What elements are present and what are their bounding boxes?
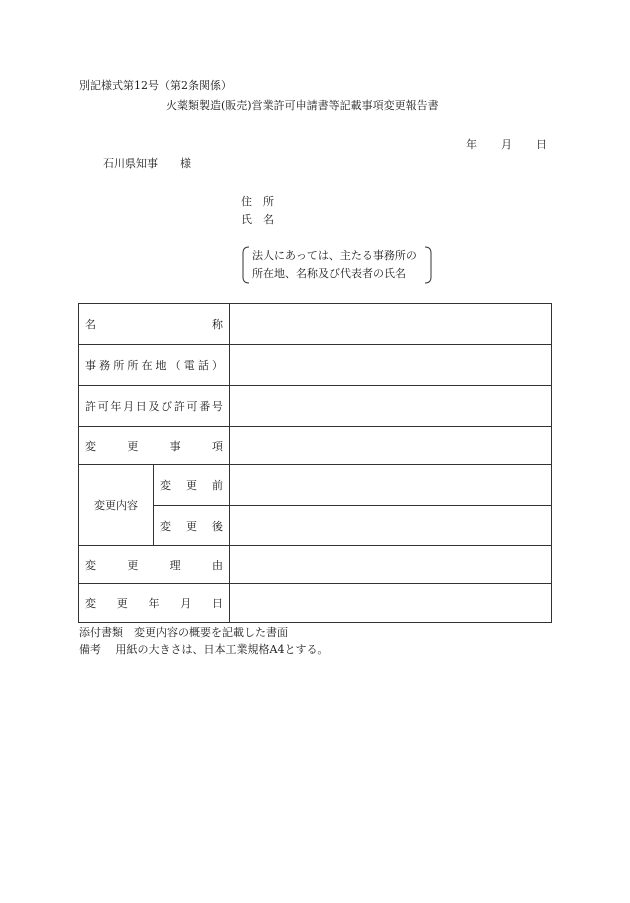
row-permit	[79, 386, 552, 427]
label-char: 許	[173, 400, 185, 413]
label-char: 事	[169, 439, 181, 453]
label-char: 許	[85, 400, 96, 413]
label-char: 年	[148, 597, 160, 610]
label-change-after	[154, 506, 230, 546]
label-char: 話	[197, 359, 209, 372]
field-change-reason[interactable]	[230, 546, 552, 584]
label-char: 号	[211, 400, 223, 413]
label-char: 番	[199, 400, 211, 413]
field-change-after[interactable]	[230, 506, 552, 546]
row-name	[79, 304, 552, 345]
field-change-date[interactable]	[230, 584, 552, 623]
field-permit-date-number[interactable]	[230, 386, 552, 427]
label-office-address	[79, 345, 230, 386]
label-char: 更	[186, 479, 197, 492]
label-char: 日	[135, 400, 147, 413]
label-char: 年	[110, 400, 122, 413]
label-permit-date-number	[79, 386, 230, 427]
label-change-before	[154, 465, 230, 506]
label-char: 務	[99, 359, 111, 372]
form-number: 別記様式第12号（第2条関係）	[79, 79, 232, 92]
corporate-note	[240, 245, 434, 285]
label-char: 可	[97, 400, 109, 413]
label-name	[79, 304, 230, 345]
label-char: 更	[116, 597, 128, 610]
label-char: ）	[211, 359, 223, 372]
label-char: 地	[155, 359, 167, 372]
field-name[interactable]	[230, 304, 552, 345]
field-change-item[interactable]	[230, 427, 552, 465]
label-char: 所	[113, 359, 125, 372]
addressee: 石川県知事 様	[103, 157, 191, 170]
label-char: 所	[127, 359, 139, 372]
label-char: 変	[160, 519, 171, 533]
label-char: 事	[85, 359, 96, 372]
label-char: 日	[212, 597, 223, 610]
date-year-label: 年	[466, 138, 477, 151]
name-label: 氏 名	[241, 213, 274, 226]
report-form-table	[78, 303, 552, 623]
label-char: 名	[85, 318, 96, 331]
label-char: 変	[85, 558, 96, 572]
label-char: 後	[212, 519, 223, 533]
corp-note-line2: 所在地、名称及び代表者の氏名	[252, 267, 406, 280]
label-char: 在	[141, 359, 153, 372]
label-char: 項	[211, 439, 223, 453]
label-char: 変	[160, 479, 171, 492]
corp-note-line1: 法人にあっては、主たる事務所の	[252, 249, 417, 262]
field-change-before[interactable]	[230, 465, 552, 506]
label-char: 変	[85, 597, 96, 610]
label-char: 更	[127, 439, 139, 453]
label-char: び	[161, 400, 173, 413]
label-char: 月	[123, 400, 135, 413]
label-char: 由	[211, 558, 223, 572]
field-office-address[interactable]	[230, 345, 552, 386]
row-change-before	[79, 465, 552, 506]
address-label: 住 所	[241, 195, 274, 208]
label-char: 称	[212, 318, 223, 331]
label-char: 及	[148, 400, 160, 413]
label-char: 月	[180, 597, 192, 610]
row-office	[79, 345, 552, 386]
date-month-label: 月	[501, 138, 512, 151]
row-change-item	[79, 427, 552, 465]
document-title: 火薬類製造(販売)営業許可申請書等記載事項変更報告書	[166, 99, 439, 112]
label-char: 更	[127, 558, 139, 572]
label-change-item	[79, 427, 230, 465]
label-char: 更	[186, 519, 197, 533]
label-char: 可	[186, 400, 198, 413]
label-change-content: 変更内容	[79, 465, 154, 546]
label-char: 理	[169, 558, 181, 572]
label-char: 電	[183, 359, 195, 372]
remark-note: 備考 用紙の大きさは、日本工業規格A4とする。	[79, 643, 329, 656]
date-day-label: 日	[536, 138, 547, 151]
label-char: 変	[85, 439, 96, 453]
label-char: 前	[212, 479, 223, 492]
label-change-reason	[79, 546, 230, 584]
label-change-date	[79, 584, 230, 623]
attachment-note: 添付書類 変更内容の概要を記載した書面	[79, 626, 288, 639]
label-char: （	[169, 359, 181, 372]
row-change-date	[79, 584, 552, 623]
row-change-reason	[79, 546, 552, 584]
